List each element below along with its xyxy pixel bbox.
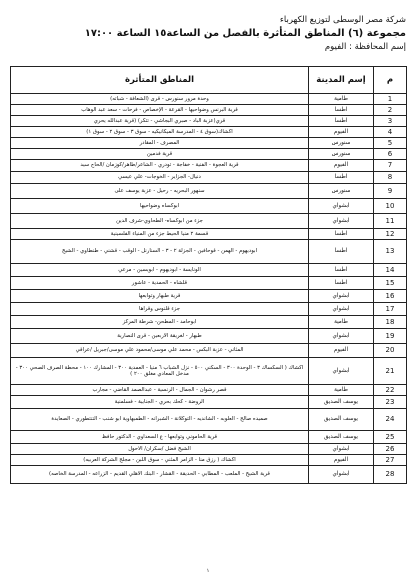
affected-areas-table [10, 66, 407, 484]
table-row [11, 303, 407, 316]
row-affected-areas: قسمة ٢ منيا الحيط جزء من المنياء الفلسينية [11, 229, 309, 240]
row-city: اطسا [309, 264, 374, 277]
row-affected-areas: اكشاك(سوق ٤ - المدرسة الميكانيكيه - سوق ٣ - سوق ٢ - سوق ١) [11, 127, 309, 138]
row-affected-areas: المصرف - المقادر [11, 138, 309, 149]
row-number: 6 [374, 149, 407, 160]
row-number: 14 [374, 264, 407, 277]
row-affected-areas: الروضة - كحك بحري - الجنابية - فسلمنية [11, 396, 309, 409]
row-affected-areas: طبهار - لغريقة الاربعين - قرى النصارية [11, 329, 309, 344]
row-city: ابشواي [309, 290, 374, 303]
row-city: يوسف الصديق [309, 396, 374, 409]
row-city: اطسا [309, 116, 374, 127]
row-affected-areas: ابوكساه وضواحيها [11, 199, 309, 214]
row-city: الفيوم [309, 160, 374, 172]
row-number: 12 [374, 229, 407, 240]
table-row [11, 444, 407, 455]
row-city: يوسف الصديق [309, 409, 374, 431]
table-row [11, 214, 407, 229]
row-affected-areas: قرية طبهار وتوابعها [11, 290, 309, 303]
row-city: الفيوم [309, 455, 374, 466]
row-city: سنورس [309, 138, 374, 149]
row-number: 20 [374, 344, 407, 358]
row-city: اطسا [309, 105, 374, 116]
row-number: 2 [374, 105, 407, 116]
table-row [11, 172, 407, 184]
table-header-row [11, 67, 407, 94]
row-number: 3 [374, 116, 407, 127]
row-number: 23 [374, 396, 407, 409]
table-row [11, 94, 407, 105]
table-row [11, 149, 407, 160]
row-city: سنورس [309, 184, 374, 199]
row-number: 16 [374, 290, 407, 303]
table-row [11, 466, 407, 484]
table-row [11, 431, 407, 444]
row-number: 25 [374, 431, 407, 444]
row-city: ابشواي [309, 214, 374, 229]
row-number: 22 [374, 385, 407, 396]
row-affected-areas: الونايسة - ابوديهوم - ابويسين - مرعي [11, 264, 309, 277]
row-affected-areas: ابوحامد - المطحن- شرطة المركز [11, 316, 309, 329]
row-affected-areas: الشيخ فضل /سكران/ الاحول [11, 444, 309, 455]
company-name: شركة مصر الوسطى لتوزيع الكهرباء [279, 15, 406, 25]
row-city: الفيوم [309, 127, 374, 138]
table-row [11, 396, 407, 409]
row-affected-areas: جزء من ابوكساه- الطحاوي-شرف الدين [11, 214, 309, 229]
row-number: 8 [374, 172, 407, 184]
column-header-number: م [374, 67, 407, 94]
row-city: طامية [309, 385, 374, 396]
table-body [11, 94, 407, 484]
row-affected-areas: وحدة مرور سنورس - قرى (الشعافة - شباته) [11, 94, 309, 105]
row-number: 5 [374, 138, 407, 149]
row-number: 21 [374, 358, 407, 385]
row-city: سنورس [309, 149, 374, 160]
table-row [11, 105, 407, 116]
row-number: 11 [374, 214, 407, 229]
row-number: 10 [374, 199, 407, 214]
row-affected-areas: قصر رشوان - الجمال - الرنسية - عبدالصمد القاضي - مجارب [11, 385, 309, 396]
row-affected-areas: قرية الحاموني وتوابعها - ع السعداوي - الدكتور حافظ [11, 431, 309, 444]
table-row [11, 229, 407, 240]
table-row [11, 127, 407, 138]
page-number: ١ [206, 568, 210, 574]
row-number: 19 [374, 329, 407, 344]
row-city: اطسا [309, 229, 374, 240]
row-city: ابشواي [309, 358, 374, 385]
row-number: 15 [374, 277, 407, 290]
row-number: 18 [374, 316, 407, 329]
row-affected-areas: صميده صالح - العلوبه - الشانديه - التوكلانة - الشبرانه - الطمبهاوية ابو شنب - التنتطوري - الصعايدة [11, 409, 309, 431]
table-row [11, 160, 407, 172]
row-city: اطسا [309, 172, 374, 184]
row-city: ابشواي [309, 466, 374, 484]
row-number: 26 [374, 444, 407, 455]
row-city: ابشواي [309, 199, 374, 214]
table-row [11, 277, 407, 290]
table-row [11, 316, 407, 329]
row-affected-areas: قرية العجوة - الفنية - خفاجة - تودري - الشاعر/طاهر/كوزمان /الحاج سيد [11, 160, 309, 172]
row-number: 17 [374, 303, 407, 316]
table-row [11, 240, 407, 264]
row-city: اطسا [309, 277, 374, 290]
row-affected-areas: قلشاه - الحمدية - عاشور [11, 277, 309, 290]
table-row [11, 264, 407, 277]
row-affected-areas: اكشاك ( رزق منا - الزامر المثني - سوق اللبن - مجلج الشركة العربيه) [11, 455, 309, 466]
group-title: مجموعة (٦) المناطق المتأثرة بالفصل من الساعة١٥ الساعة ١٧:٠٠ [84, 28, 406, 39]
row-affected-areas: اكشاك ( السكساك ٣ - الوحدة ٣٠٠ - السكني ٥٠٠ - نزل الشباب ٦ منيا - العمدية ٣٠٠ - المشارك ١٠٠ - محطة الصرف الصحي ٣٠٠ - مدخل المعادي مغلق ٢٠٠ ) [11, 358, 309, 385]
row-affected-areas: جزء قلنوس وقراها [11, 303, 309, 316]
row-number: 4 [374, 127, 407, 138]
table-row [11, 184, 407, 199]
row-city: ابشواي [309, 329, 374, 344]
row-affected-areas: دنيال- الجزاير - الخوجات- علي عيسي [11, 172, 309, 184]
row-city: طامية [309, 94, 374, 105]
row-number: 27 [374, 455, 407, 466]
row-city: اطسا [309, 240, 374, 264]
table-row [11, 329, 407, 344]
row-affected-areas: قري(عزبة الباد - صبري البجاشي - تتكر) (قرية عبدالله يحري [11, 116, 309, 127]
table-row [11, 385, 407, 396]
row-number: 7 [374, 160, 407, 172]
row-affected-areas: قرية فدمين [11, 149, 309, 160]
row-affected-areas: قرية البرنس وضواحيها - القرعة - الإخصاص - فرحات - سعد عبد الوهاب [11, 105, 309, 116]
row-city: يوسف الصديق [309, 431, 374, 444]
row-city: ابشواي [309, 303, 374, 316]
row-affected-areas: المثاني - عزبة البكس - محمد علي موسى/محمود علي موسى/جبريل /عراقي [11, 344, 309, 358]
table-row [11, 358, 407, 385]
row-number: 9 [374, 184, 407, 199]
table-row [11, 199, 407, 214]
row-affected-areas: قرية الشيخ - الملعب - المطابي - الحديقة - القشار - البنك الاهلي القديم - الزراعه - المدرسة الخاصه) [11, 466, 309, 484]
governorate-label: إسم المحافظة : الفيوم [324, 42, 406, 52]
table-row [11, 138, 407, 149]
row-number: 1 [374, 94, 407, 105]
table-row [11, 290, 407, 303]
table-row [11, 455, 407, 466]
row-number: 24 [374, 409, 407, 431]
row-number: 28 [374, 466, 407, 484]
column-header-areas: المناطق المتأثرة [11, 67, 309, 94]
row-number: 13 [374, 240, 407, 264]
row-city: الفيوم [309, 344, 374, 358]
row-affected-areas: ابوديهوم - الهمن - قوحافين - الجزلة ٢ - ٣ - السنارنل - الوقب - قشني - طنطاوي - الشيخ [11, 240, 309, 264]
table-row [11, 409, 407, 431]
row-city: ابشواي [309, 444, 374, 455]
column-header-city: إسم المدينة [309, 67, 374, 94]
table-row [11, 116, 407, 127]
row-affected-areas: سنهور البحريه - رحيل - عزبة يوسف على [11, 184, 309, 199]
document-header [0, 0, 416, 53]
row-city: طامية [309, 316, 374, 329]
table-row [11, 344, 407, 358]
